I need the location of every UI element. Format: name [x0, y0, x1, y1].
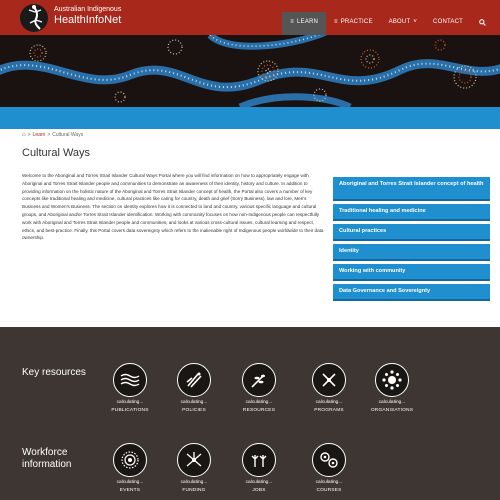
key-resources-title: Key resources — [22, 367, 86, 378]
workforce-funding[interactable] — [163, 443, 225, 493]
jobs-icon — [242, 443, 276, 477]
breadcrumb-separator: > — [47, 132, 51, 138]
funding-icon — [177, 443, 211, 477]
chevron-down-icon: ˅ — [413, 19, 418, 25]
search-button[interactable] — [471, 12, 494, 35]
accent-bar — [0, 107, 500, 129]
nav-practice[interactable] — [326, 12, 381, 35]
resources-section — [0, 327, 500, 500]
funding-count: calculating... — [180, 480, 208, 485]
resources-label: RESOURCES — [242, 408, 276, 413]
funding-label: FUNDING — [182, 488, 206, 493]
intro-paragraph: Welcome to the Aboriginal and Torres Strait Islander Cultural Ways Portal where you will find information on how to appropriately engage with Aboriginal and Torres Strait Islander people and communities to demonstrate an awareness of their identity, history and culture. In addition to providing information on the holistic nature of the Aboriginal and Torres Strait Islander concept of health, the Portal also covers a number of key concepts like traditional healing and medicine, cultural practices like caring for country, death and grief (Sorry Business), law and lore, Men's Business and Women's Business. The section on identity explores how it is connected to land and country, various specific language and cultural groups, and Aboriginal and/or Torres Strait Islander identification. Working with community focuses on how non-Indigenous people can respectfully work with Aboriginal and Torres Strait Islander people and communities, and looks at various cross-cultural issues, cultural learning and respect, ethics, and best-practice. Finally, this Portal covers data sovereignty which refers to the inalienable right of Indigenous people worldwide to their data ownership. — [22, 173, 324, 241]
policies-icon — [177, 363, 211, 397]
resource-publications[interactable] — [99, 363, 161, 413]
portal-side-menu — [333, 177, 490, 304]
nav-about[interactable] — [381, 12, 425, 35]
menu-item-working-with-community[interactable]: Working with community — [333, 264, 490, 281]
search-icon — [479, 19, 486, 26]
breadcrumb-separator: > — [27, 132, 31, 138]
aboriginal-artwork-banner — [0, 35, 500, 107]
lizard-logo-icon[interactable] — [18, 2, 50, 34]
policies-label: POLICIES — [182, 408, 206, 413]
events-label: EVENTS — [119, 488, 141, 493]
nav-contact-label: CONTACT — [433, 19, 463, 25]
workforce-jobs[interactable] — [228, 443, 290, 493]
courses-count: calculating... — [315, 480, 343, 485]
events-icon — [113, 443, 147, 477]
programs-count: calculating... — [315, 400, 343, 405]
menu-item-traditional-healing[interactable]: Traditional healing and medicine — [333, 204, 490, 221]
policies-count: calculating... — [180, 400, 208, 405]
page-title: Cultural Ways — [22, 147, 91, 159]
courses-label: COURSES — [316, 488, 342, 493]
menu-item-cultural-practices[interactable]: Cultural practices — [333, 224, 490, 241]
breadcrumb-current: Cultural Ways — [52, 132, 84, 138]
brand-line1: Australian Indigenous — [54, 6, 122, 13]
home-icon[interactable]: ⌂ — [22, 132, 26, 138]
bars-icon: ≡ — [334, 19, 338, 25]
workforce-title-line1: Workforce — [22, 447, 68, 458]
workforce-title — [22, 447, 71, 471]
site-header — [0, 0, 500, 35]
resources-icon — [242, 363, 276, 397]
workforce-courses[interactable] — [298, 443, 360, 493]
resource-organisations[interactable] — [361, 363, 423, 413]
main-nav — [282, 12, 494, 35]
brand-name[interactable] — [54, 6, 121, 26]
publications-label: PUBLICATIONS — [111, 408, 149, 413]
organisations-label: ORGANISATIONS — [370, 408, 414, 413]
events-count: calculating... — [116, 480, 144, 485]
nav-about-label: ABOUT — [388, 19, 411, 25]
bars-icon: ≡ — [290, 19, 294, 25]
organisations-icon — [375, 363, 409, 397]
resources-count: calculating... — [245, 400, 273, 405]
menu-item-data-governance[interactable]: Data Governance and Sovereignty — [333, 284, 490, 301]
workforce-title-line2: information — [22, 459, 72, 470]
brand-line2: HealthInfoNet — [54, 14, 122, 26]
organisations-count: calculating... — [378, 400, 406, 405]
jobs-count: calculating... — [245, 480, 273, 485]
menu-item-concept-of-health[interactable]: Aboriginal and Torres Strait Islander concept of health — [333, 177, 490, 201]
nav-learn-label: LEARN — [297, 19, 319, 25]
programs-label: PROGRAMS — [314, 408, 344, 413]
jobs-label: JOBS — [252, 488, 266, 493]
menu-item-identity[interactable]: Identity — [333, 244, 490, 261]
publications-count: calculating... — [116, 400, 144, 405]
resource-policies[interactable] — [163, 363, 225, 413]
publications-icon — [113, 363, 147, 397]
breadcrumb-learn[interactable]: Learn — [32, 132, 46, 138]
nav-learn[interactable] — [282, 12, 326, 35]
programs-icon — [312, 363, 346, 397]
resource-programs[interactable] — [298, 363, 360, 413]
resource-resources[interactable] — [228, 363, 290, 413]
nav-practice-label: PRACTICE — [340, 19, 373, 25]
workforce-events[interactable] — [99, 443, 161, 493]
breadcrumb — [22, 132, 83, 138]
courses-icon — [312, 443, 346, 477]
nav-contact[interactable] — [425, 12, 471, 35]
